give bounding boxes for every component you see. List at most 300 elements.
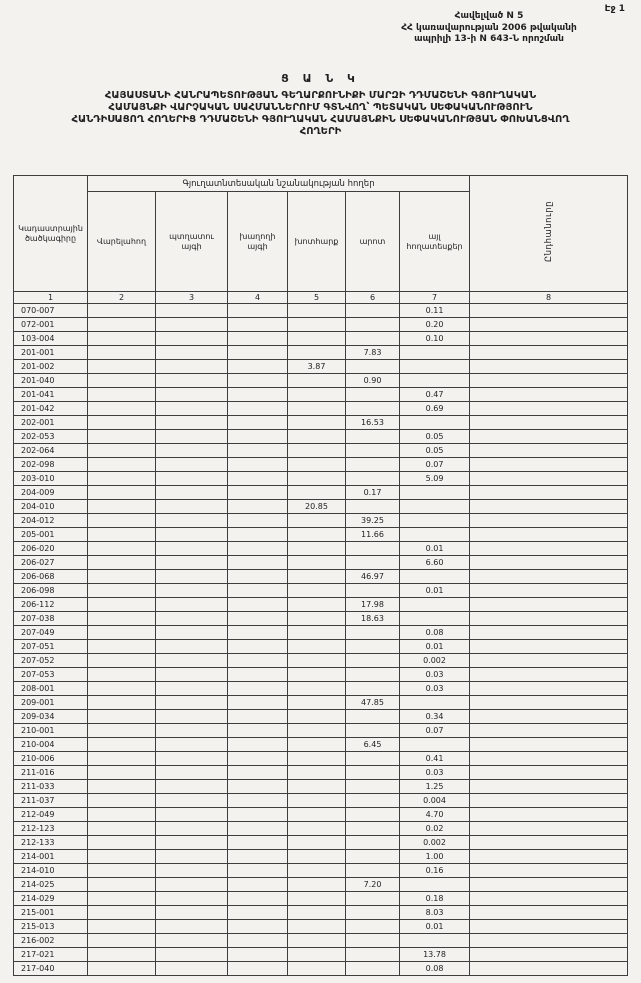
value-cell [228,528,288,542]
value-cell [470,724,628,738]
table-row [14,598,628,612]
value-cell [346,962,400,976]
value-cell [288,934,346,948]
cadastral-code-cell: 210-006 [14,752,88,766]
value-cell [470,668,628,682]
value-cell: 39.25 [346,514,400,528]
value-cell [156,542,228,556]
value-cell [88,514,156,528]
table-row [14,486,628,500]
value-cell [470,822,628,836]
value-cell [88,752,156,766]
value-cell: 0.01 [400,542,470,556]
value-cell [346,556,400,570]
value-cell [346,948,400,962]
value-cell [228,584,288,598]
column-number-row [14,292,628,304]
value-cell [346,332,400,346]
cadastral-code-cell: 201-042 [14,402,88,416]
value-cell [156,808,228,822]
value-cell [470,710,628,724]
value-cell [88,654,156,668]
value-cell [470,612,628,626]
value-cell [156,584,228,598]
value-cell [470,808,628,822]
table-row [14,304,628,318]
value-cell [400,486,470,500]
value-cell [228,962,288,976]
value-cell [228,402,288,416]
value-cell [470,458,628,472]
table-row [14,920,628,934]
value-cell [228,836,288,850]
value-cell [156,864,228,878]
value-cell [156,906,228,920]
cadastral-code-cell: 211-037 [14,794,88,808]
table-row [14,430,628,444]
value-cell [288,864,346,878]
value-cell [288,486,346,500]
value-cell [156,668,228,682]
value-cell [288,920,346,934]
value-cell [228,318,288,332]
value-cell: 5.09 [400,472,470,486]
table-row [14,388,628,402]
value-cell [228,948,288,962]
value-cell [400,416,470,430]
value-cell [346,710,400,724]
value-cell [228,766,288,780]
value-cell [470,472,628,486]
cadastral-code-cell: 210-004 [14,738,88,752]
value-cell [288,444,346,458]
value-cell [88,556,156,570]
value-cell [156,486,228,500]
value-cell [156,934,228,948]
value-cell [228,640,288,654]
table-row [14,850,628,864]
value-cell [470,836,628,850]
value-cell [88,682,156,696]
value-cell [156,780,228,794]
value-cell [400,570,470,584]
value-cell [346,794,400,808]
value-cell [156,738,228,752]
value-cell: 0.11 [400,304,470,318]
value-cell [346,724,400,738]
value-cell: 0.01 [400,640,470,654]
value-cell [88,332,156,346]
value-cell [288,654,346,668]
value-cell [228,724,288,738]
value-cell [156,962,228,976]
cadastral-code-cell: 206-068 [14,570,88,584]
value-cell [288,472,346,486]
table-row [14,542,628,556]
value-cell [346,640,400,654]
value-cell [88,486,156,500]
value-cell [288,402,346,416]
value-cell [288,682,346,696]
value-cell: 0.17 [346,486,400,500]
header-other-lands: այլ հողատեսքեր [400,192,470,292]
value-cell [288,892,346,906]
value-cell [470,416,628,430]
annex-line-1: Հավելված N 5 [454,11,524,21]
value-cell [288,584,346,598]
value-cell: 8.03 [400,906,470,920]
column-number: 6 [346,292,400,304]
table-row [14,710,628,724]
value-cell [156,514,228,528]
value-cell [400,514,470,528]
value-cell [156,444,228,458]
value-cell [88,850,156,864]
value-cell [156,458,228,472]
value-cell [156,626,228,640]
value-cell [470,304,628,318]
value-cell [288,430,346,444]
value-cell [470,696,628,710]
value-cell [346,752,400,766]
value-cell: 0.10 [400,332,470,346]
cadastral-code-cell: 203-010 [14,472,88,486]
value-cell: 13.78 [400,948,470,962]
value-cell [470,850,628,864]
value-cell [88,724,156,738]
value-cell [288,458,346,472]
value-cell: 18.63 [346,612,400,626]
value-cell [228,612,288,626]
title-line-3: ՀԱՆԴԻՍԱՑՈՂ ՀՈՂԵՐԻՑ ԴԴՄԱՇԵՆԻ ԳՅՈՒՂԱԿԱՆ ՀԱՄԱՅՆՔԻՆ ՍԵՓԱԿԱՆՈՒԹՅԱՆ ՓՈԽԱՆՑՎՈՂ [71,114,570,125]
annex-line-3: ապրիլի 13-ի N 643-Ն որոշման [414,34,564,44]
value-cell [156,304,228,318]
table-row [14,892,628,906]
value-cell [470,374,628,388]
cadastral-code-cell: 206-020 [14,542,88,556]
value-cell [470,654,628,668]
value-cell [228,388,288,402]
value-cell [88,836,156,850]
value-cell [88,780,156,794]
value-cell: 7.83 [346,346,400,360]
cadastral-code-cell: 215-013 [14,920,88,934]
value-cell [288,808,346,822]
value-cell [156,710,228,724]
value-cell: 6.45 [346,738,400,752]
column-number: 4 [228,292,288,304]
value-cell: 0.08 [400,626,470,640]
value-cell: 0.05 [400,430,470,444]
value-cell [470,346,628,360]
value-cell [470,780,628,794]
table-row [14,668,628,682]
value-cell [88,402,156,416]
page-number: Էջ 1 [604,4,625,14]
value-cell [88,500,156,514]
value-cell [346,458,400,472]
value-cell [400,934,470,948]
value-cell [470,794,628,808]
value-cell [470,318,628,332]
value-cell [470,598,628,612]
cadastral-code-cell: 208-001 [14,682,88,696]
cadastral-code-cell: 214-010 [14,864,88,878]
header-vineyard: խաղողի այգի [228,192,288,292]
value-cell [88,766,156,780]
value-cell [228,822,288,836]
value-cell [346,542,400,556]
value-cell [156,500,228,514]
cadastral-code-cell: 202-098 [14,458,88,472]
cadastral-code-cell: 209-034 [14,710,88,724]
value-cell [288,752,346,766]
value-cell [228,360,288,374]
header-total-label: Ընդհանուրը [543,200,554,263]
table-row [14,808,628,822]
value-cell [346,822,400,836]
value-cell [156,836,228,850]
value-cell [88,528,156,542]
table-row [14,794,628,808]
table-header-row-group [14,176,628,192]
value-cell [470,934,628,948]
value-cell [470,878,628,892]
value-cell [346,892,400,906]
cadastral-code-cell: 207-049 [14,626,88,640]
value-cell [156,948,228,962]
value-cell [228,514,288,528]
header-fruit-orchard: պտղատու այգի [156,192,228,292]
land-transfer-table [13,175,628,976]
cadastral-code-cell: 217-040 [14,962,88,976]
value-cell: 0.47 [400,388,470,402]
table-row [14,332,628,346]
value-cell [228,500,288,514]
value-cell [156,472,228,486]
value-cell [470,864,628,878]
value-cell [88,822,156,836]
value-cell [156,878,228,892]
value-cell [470,514,628,528]
value-cell [88,472,156,486]
value-cell: 0.03 [400,668,470,682]
value-cell [228,696,288,710]
value-cell: 20.85 [288,500,346,514]
value-cell [228,864,288,878]
value-cell [88,304,156,318]
table-row [14,640,628,654]
value-cell [156,528,228,542]
value-cell: 4.70 [400,808,470,822]
value-cell [156,416,228,430]
value-cell [288,668,346,682]
value-cell [470,920,628,934]
cadastral-code-cell: 211-016 [14,766,88,780]
cadastral-code-cell: 204-012 [14,514,88,528]
value-cell: 7.20 [346,878,400,892]
value-cell [470,388,628,402]
value-cell [288,878,346,892]
value-cell [156,766,228,780]
cadastral-code-cell: 207-051 [14,640,88,654]
value-cell [156,430,228,444]
header-group-agricultural-lands: Գյուղատնտեսական նշանակության հողեր [88,176,470,192]
header-total [470,176,628,292]
cadastral-code-cell: 211-033 [14,780,88,794]
value-cell [88,920,156,934]
value-cell [288,542,346,556]
table-row [14,500,628,514]
value-cell [470,584,628,598]
value-cell [346,668,400,682]
value-cell [288,570,346,584]
value-cell [470,500,628,514]
table-row [14,402,628,416]
value-cell [346,626,400,640]
value-cell [346,906,400,920]
table-row [14,556,628,570]
value-cell [88,962,156,976]
table-row [14,612,628,626]
cadastral-code-cell: 202-001 [14,416,88,430]
value-cell [228,920,288,934]
cadastral-code-cell: 204-009 [14,486,88,500]
cadastral-code-cell: 202-064 [14,444,88,458]
value-cell: 0.002 [400,836,470,850]
value-cell [228,542,288,556]
column-number: 1 [14,292,88,304]
value-cell: 0.18 [400,892,470,906]
value-cell [346,318,400,332]
value-cell [228,710,288,724]
value-cell [88,892,156,906]
column-number: 3 [156,292,228,304]
value-cell [228,934,288,948]
value-cell [88,864,156,878]
value-cell: 0.16 [400,864,470,878]
value-cell [470,486,628,500]
value-cell [288,850,346,864]
value-cell [156,696,228,710]
value-cell [228,892,288,906]
value-cell [88,948,156,962]
value-cell [346,500,400,514]
value-cell [470,332,628,346]
value-cell: 11.66 [346,528,400,542]
value-cell [288,794,346,808]
value-cell [228,906,288,920]
value-cell [88,626,156,640]
value-cell [288,374,346,388]
value-cell [156,612,228,626]
value-cell [228,486,288,500]
header-arable-land: Վարելահող [88,192,156,292]
value-cell [288,612,346,626]
table-row [14,948,628,962]
value-cell [470,556,628,570]
value-cell [156,724,228,738]
value-cell [400,346,470,360]
cadastral-code-cell: 207-038 [14,612,88,626]
value-cell [156,850,228,864]
value-cell [288,724,346,738]
value-cell [228,570,288,584]
cadastral-code-cell: 206-112 [14,598,88,612]
value-cell: 0.20 [400,318,470,332]
table-row [14,752,628,766]
value-cell [470,444,628,458]
value-cell [88,584,156,598]
value-cell [470,360,628,374]
value-cell: 0.03 [400,682,470,696]
header-hayfield: խոտհարք [288,192,346,292]
value-cell [288,304,346,318]
value-cell [346,808,400,822]
cadastral-code-cell: 072-001 [14,318,88,332]
table-row [14,654,628,668]
value-cell [346,388,400,402]
cadastral-code-cell: 209-001 [14,696,88,710]
value-cell [156,556,228,570]
cadastral-code-cell: 214-025 [14,878,88,892]
cadastral-code-cell: 206-027 [14,556,88,570]
value-cell [288,346,346,360]
cadastral-code-cell: 212-049 [14,808,88,822]
value-cell [288,948,346,962]
cadastral-code-cell: 214-001 [14,850,88,864]
value-cell [228,878,288,892]
value-cell [156,332,228,346]
value-cell [470,402,628,416]
column-number: 8 [470,292,628,304]
cadastral-code-cell: 210-001 [14,724,88,738]
value-cell [156,598,228,612]
value-cell [156,346,228,360]
value-cell: 1.25 [400,780,470,794]
cadastral-code-cell: 202-053 [14,430,88,444]
cadastral-code-cell: 201-041 [14,388,88,402]
value-cell: 0.05 [400,444,470,458]
value-cell [346,934,400,948]
value-cell [156,822,228,836]
table-row [14,724,628,738]
value-cell: 0.01 [400,920,470,934]
value-cell: 47.85 [346,696,400,710]
value-cell [470,892,628,906]
value-cell: 0.07 [400,458,470,472]
value-cell [156,318,228,332]
table-row [14,584,628,598]
table-row [14,416,628,430]
value-cell: 0.002 [400,654,470,668]
cadastral-code-cell: 212-123 [14,822,88,836]
value-cell [288,388,346,402]
value-cell [470,640,628,654]
value-cell [288,696,346,710]
value-cell [228,416,288,430]
value-cell [228,472,288,486]
value-cell [156,360,228,374]
value-cell: 0.34 [400,710,470,724]
table-row [14,318,628,332]
table-row [14,934,628,948]
value-cell [88,570,156,584]
value-cell [88,374,156,388]
value-cell [88,906,156,920]
value-cell [228,794,288,808]
value-cell [400,878,470,892]
